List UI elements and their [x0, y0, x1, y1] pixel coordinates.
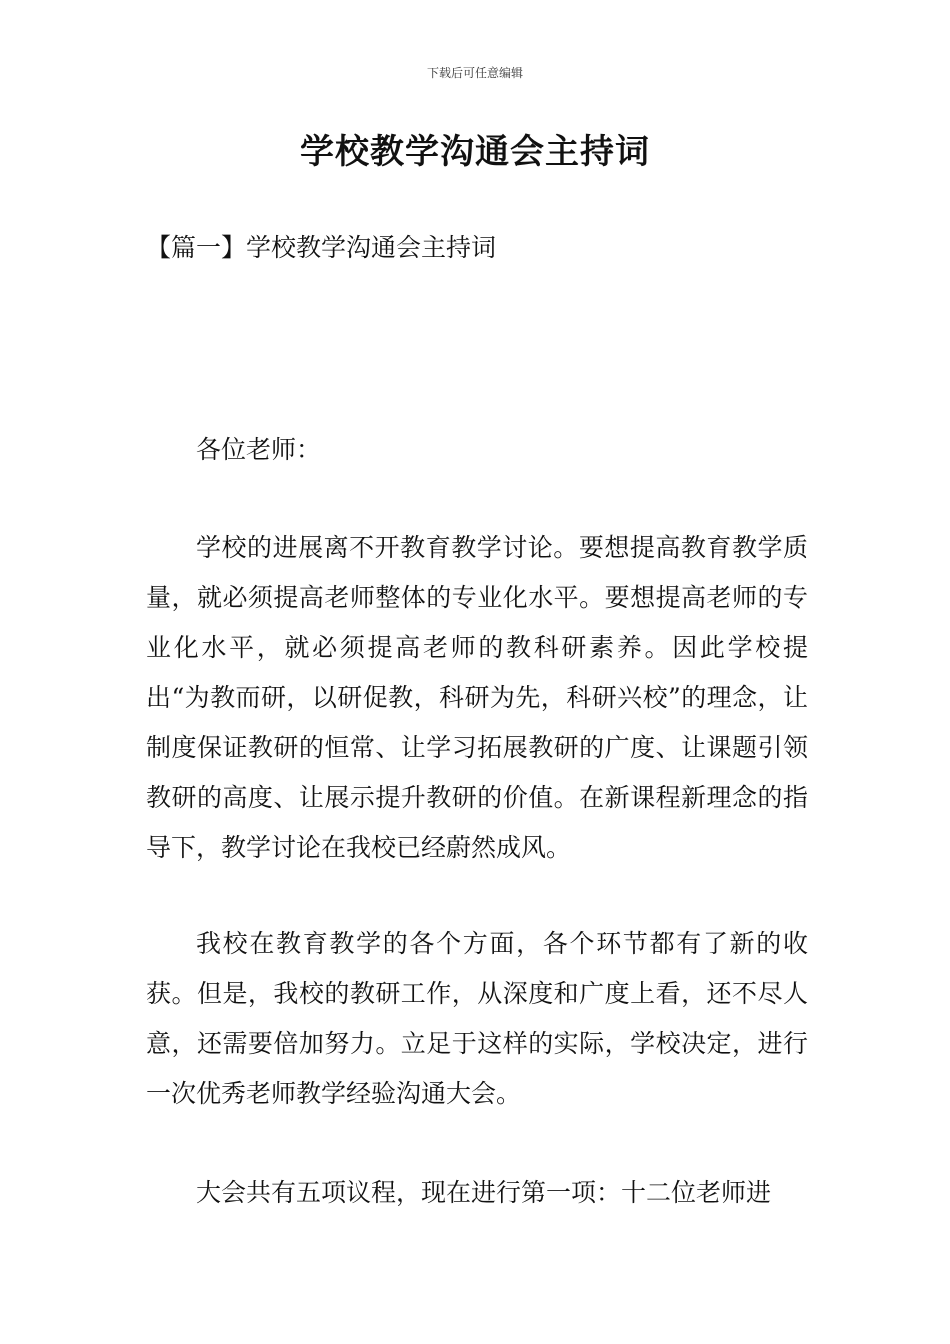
paragraph-block-1: [146, 523, 808, 873]
paragraph-block-3: [146, 1168, 808, 1218]
section-heading: 【篇一】学校教学沟通会主持词: [146, 233, 497, 262]
salutation-text: 各位老师：: [196, 435, 322, 464]
body-paragraph: 我校在教育教学的各个方面，各个环节都有了新的收获。但是，我校的教研工作，从深度和广度上看，还不尽人意，还需要倍加努力。立足于这样的实际，学校决定，进行一次优秀老师教学经验沟通大会。: [146, 929, 808, 1108]
paragraph-block-2: [146, 919, 808, 1119]
body-paragraph: 大会共有五项议程，现在进行第一项：十二位老师进: [196, 1178, 772, 1207]
header-note: 下载后可任意编辑: [426, 66, 523, 80]
salutation-block: [146, 425, 808, 475]
body-paragraph: 学校的进展离不开教育教学讨论。要想提高教育教学质量，就必须提高老师整体的专业化水平。要想提高老师的专业化水平，就必须提高老师的教科研素养。因此学校提出“为教而研，以研促教，科研为先，科研兴校”的理念，让制度保证教研的恒常、让学习拓展教研的广度、让课题引领教研的高度、让展示提升教研的价值。在新课程新理念的指导下，教学讨论在我校已经蔚然成风。: [146, 533, 808, 862]
document-title: 学校教学沟通会主持词: [300, 132, 650, 172]
